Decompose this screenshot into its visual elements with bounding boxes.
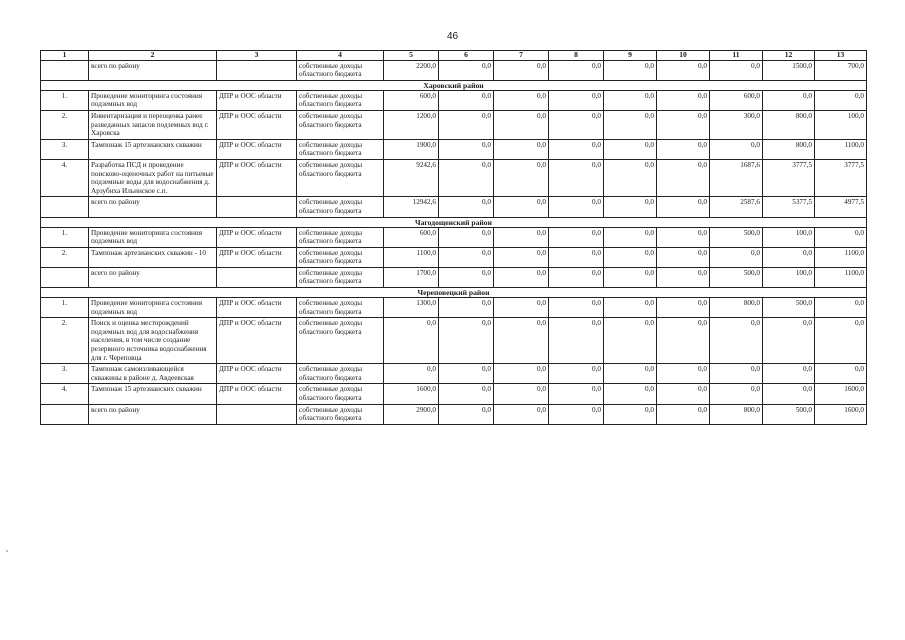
amount-cell: 0,0	[604, 139, 657, 159]
total-row	[41, 197, 867, 217]
amount-cell: 100,0	[763, 267, 815, 287]
funding-source: собственные доходы областного бюджета	[297, 404, 384, 424]
amount-cell: 0,0	[657, 298, 710, 318]
amount-cell: 0,0	[549, 364, 604, 384]
funding-source: собственные доходы областного бюджета	[297, 298, 384, 318]
amount-cell: 0,0	[439, 298, 494, 318]
section-title: Череповецкий район	[41, 288, 867, 298]
executor: ДПР и ООС области	[217, 364, 297, 384]
amount-cell: 0,0	[710, 60, 763, 80]
measure-name: Проведение мониторинга состояния подземных вод	[89, 90, 217, 110]
budget-table	[40, 50, 867, 425]
amount-cell: 500,0	[763, 404, 815, 424]
row-number	[41, 404, 89, 424]
amount-cell: 0,0	[549, 159, 604, 196]
amount-cell: 0,0	[494, 197, 549, 217]
amount-cell: 0,0	[710, 247, 763, 267]
table-row	[41, 90, 867, 110]
amount-cell: 0,0	[549, 197, 604, 217]
total-row	[41, 267, 867, 287]
amount-cell: 1100,0	[815, 247, 867, 267]
column-header-11: 11	[710, 51, 763, 61]
column-header-2: 2	[89, 51, 217, 61]
amount-cell: 0,0	[494, 90, 549, 110]
amount-cell: 500,0	[710, 267, 763, 287]
amount-cell: 0,0	[657, 267, 710, 287]
total-row	[41, 60, 867, 80]
amount-cell: 2900,0	[384, 404, 439, 424]
page-number: 46	[446, 31, 459, 42]
measure-name: всего по району	[89, 197, 217, 217]
amount-cell: 2200,0	[384, 60, 439, 80]
amount-cell: 1300,0	[384, 298, 439, 318]
measure-name: Проведение мониторинга состояния подземных вод	[89, 298, 217, 318]
amount-cell: 1700,0	[384, 267, 439, 287]
amount-cell: 1100,0	[815, 139, 867, 159]
amount-cell: 0,0	[657, 110, 710, 139]
amount-cell: 0,0	[494, 267, 549, 287]
amount-cell: 0,0	[494, 110, 549, 139]
row-number	[41, 60, 89, 80]
column-header-6: 6	[439, 51, 494, 61]
table-row	[41, 159, 867, 196]
amount-cell: 0,0	[763, 364, 815, 384]
row-number	[41, 267, 89, 287]
amount-cell: 0,0	[494, 364, 549, 384]
column-header-12: 12	[763, 51, 815, 61]
executor	[217, 267, 297, 287]
amount-cell: 0,0	[710, 384, 763, 404]
amount-cell: 1600,0	[384, 384, 439, 404]
amount-cell: 800,0	[763, 110, 815, 139]
amount-cell: 0,0	[604, 60, 657, 80]
amount-cell: 1100,0	[384, 247, 439, 267]
amount-cell: 0,0	[439, 90, 494, 110]
funding-source: собственные доходы областного бюджета	[297, 267, 384, 287]
table-row	[41, 364, 867, 384]
amount-cell: 0,0	[549, 247, 604, 267]
column-header-8: 8	[549, 51, 604, 61]
funding-source: собственные доходы областного бюджета	[297, 364, 384, 384]
amount-cell: 1900,0	[384, 139, 439, 159]
amount-cell: 0,0	[549, 404, 604, 424]
amount-cell: 3777,5	[815, 159, 867, 196]
amount-cell: 0,0	[494, 247, 549, 267]
amount-cell: 0,0	[494, 384, 549, 404]
executor: ДПР и ООС области	[217, 318, 297, 364]
amount-cell: 0,0	[439, 197, 494, 217]
amount-cell: 0,0	[710, 139, 763, 159]
amount-cell: 0,0	[494, 159, 549, 196]
funding-source: собственные доходы областного бюджета	[297, 139, 384, 159]
section-row	[41, 80, 867, 90]
amount-cell: 0,0	[604, 159, 657, 196]
measure-name: всего по району	[89, 267, 217, 287]
row-number: 1.	[41, 90, 89, 110]
row-number: 2.	[41, 247, 89, 267]
row-number: 3.	[41, 139, 89, 159]
amount-cell: 0,0	[549, 90, 604, 110]
amount-cell: 500,0	[710, 227, 763, 247]
amount-cell: 0,0	[439, 60, 494, 80]
amount-cell: 800,0	[763, 139, 815, 159]
amount-cell: 1687,6	[710, 159, 763, 196]
column-header-3: 3	[217, 51, 297, 61]
amount-cell: 0,0	[604, 318, 657, 364]
column-header-5: 5	[384, 51, 439, 61]
funding-source: собственные доходы областного бюджета	[297, 227, 384, 247]
amount-cell: 0,0	[657, 90, 710, 110]
measure-name: всего по району	[89, 60, 217, 80]
amount-cell: 100,0	[763, 227, 815, 247]
executor: ДПР и ООС области	[217, 110, 297, 139]
amount-cell: 4977,5	[815, 197, 867, 217]
amount-cell: 0,0	[549, 267, 604, 287]
amount-cell: 0,0	[384, 318, 439, 364]
amount-cell: 100,0	[815, 110, 867, 139]
amount-cell: 1600,0	[815, 404, 867, 424]
amount-cell: 0,0	[657, 60, 710, 80]
amount-cell: 0,0	[549, 298, 604, 318]
column-header-1: 1	[41, 51, 89, 61]
amount-cell: 0,0	[604, 267, 657, 287]
amount-cell: 0,0	[384, 364, 439, 384]
amount-cell: 0,0	[494, 60, 549, 80]
table-row	[41, 384, 867, 404]
amount-cell: 3777,5	[763, 159, 815, 196]
amount-cell: 0,0	[763, 384, 815, 404]
amount-cell: 0,0	[439, 267, 494, 287]
amount-cell: 0,0	[657, 384, 710, 404]
amount-cell: 0,0	[710, 318, 763, 364]
measure-name: Инвентаризация и переоценка ранее разведанных запасов подземных вод г. Харовска	[89, 110, 217, 139]
funding-source: собственные доходы областного бюджета	[297, 197, 384, 217]
total-row	[41, 404, 867, 424]
amount-cell: 700,0	[815, 60, 867, 80]
amount-cell: 0,0	[439, 364, 494, 384]
column-header-13: 13	[815, 51, 867, 61]
row-number: 3.	[41, 364, 89, 384]
executor: ДПР и ООС области	[217, 139, 297, 159]
amount-cell: 0,0	[815, 364, 867, 384]
amount-cell: 0,0	[439, 384, 494, 404]
amount-cell: 0,0	[604, 384, 657, 404]
funding-source: собственные доходы областного бюджета	[297, 60, 384, 80]
amount-cell: 0,0	[657, 139, 710, 159]
row-number	[41, 197, 89, 217]
section-row	[41, 217, 867, 227]
amount-cell: 0,0	[657, 227, 710, 247]
table-row	[41, 298, 867, 318]
amount-cell: 5377,5	[763, 197, 815, 217]
amount-cell: 0,0	[763, 318, 815, 364]
table-row	[41, 139, 867, 159]
row-number: 4.	[41, 159, 89, 196]
amount-cell: 0,0	[710, 364, 763, 384]
amount-cell: 1500,0	[763, 60, 815, 80]
row-number: 1.	[41, 298, 89, 318]
executor	[217, 197, 297, 217]
table-row	[41, 318, 867, 364]
amount-cell: 0,0	[549, 139, 604, 159]
row-number: 4.	[41, 384, 89, 404]
amount-cell: 800,0	[710, 404, 763, 424]
table-header	[41, 51, 867, 61]
amount-cell: 0,0	[549, 227, 604, 247]
column-header-9: 9	[604, 51, 657, 61]
amount-cell: 0,0	[494, 298, 549, 318]
funding-source: собственные доходы областного бюджета	[297, 159, 384, 196]
amount-cell: 0,0	[604, 197, 657, 217]
amount-cell: 0,0	[657, 404, 710, 424]
amount-cell: 0,0	[604, 90, 657, 110]
executor: ДПР и ООС области	[217, 247, 297, 267]
table-row	[41, 227, 867, 247]
amount-cell: 0,0	[763, 90, 815, 110]
amount-cell: 0,0	[494, 227, 549, 247]
column-header-10: 10	[657, 51, 710, 61]
amount-cell: 0,0	[549, 60, 604, 80]
header-row	[41, 51, 867, 61]
table-row	[41, 247, 867, 267]
table-body	[41, 60, 867, 424]
row-number: 2.	[41, 110, 89, 139]
amount-cell: 0,0	[604, 110, 657, 139]
section-row	[41, 288, 867, 298]
amount-cell: 0,0	[439, 110, 494, 139]
funding-source: собственные доходы областного бюджета	[297, 247, 384, 267]
amount-cell: 0,0	[494, 318, 549, 364]
measure-name: Разработка ПСД и проведение поисково-оценочных работ на питьевые подземные воды для водоснабжения д. Арзубиха Ильинское с.п.	[89, 159, 217, 196]
amount-cell: 0,0	[439, 139, 494, 159]
executor: ДПР и ООС области	[217, 298, 297, 318]
amount-cell: 0,0	[439, 318, 494, 364]
amount-cell: 0,0	[815, 90, 867, 110]
amount-cell: 0,0	[439, 404, 494, 424]
row-number: 2.	[41, 318, 89, 364]
column-header-4: 4	[297, 51, 384, 61]
measure-name: Тампонаж самоизливающейся скважины в районе д. Авдеевская	[89, 364, 217, 384]
amount-cell: 500,0	[763, 298, 815, 318]
table-row	[41, 110, 867, 139]
amount-cell: 0,0	[657, 318, 710, 364]
amount-cell: 600,0	[384, 227, 439, 247]
amount-cell: 0,0	[604, 364, 657, 384]
amount-cell: 800,0	[710, 298, 763, 318]
section-title: Чагодощенский район	[41, 217, 867, 227]
amount-cell: 9242,6	[384, 159, 439, 196]
amount-cell: 0,0	[815, 227, 867, 247]
amount-cell: 0,0	[815, 318, 867, 364]
amount-cell: 600,0	[710, 90, 763, 110]
column-header-7: 7	[494, 51, 549, 61]
amount-cell: 2587,6	[710, 197, 763, 217]
funding-source: собственные доходы областного бюджета	[297, 110, 384, 139]
amount-cell: 300,0	[710, 110, 763, 139]
amount-cell: 0,0	[763, 247, 815, 267]
executor	[217, 60, 297, 80]
scan-speck	[6, 550, 8, 552]
amount-cell: 0,0	[439, 247, 494, 267]
measure-name: Тампонаж артезианских скважин - 10	[89, 247, 217, 267]
measure-name: Проведение мониторинга состояния подземных вод	[89, 227, 217, 247]
row-number: 1.	[41, 227, 89, 247]
amount-cell: 0,0	[439, 159, 494, 196]
section-title: Харовский район	[41, 80, 867, 90]
executor: ДПР и ООС области	[217, 384, 297, 404]
amount-cell: 0,0	[604, 298, 657, 318]
measure-name: Тампонаж 15 артезианских скважин	[89, 384, 217, 404]
amount-cell: 600,0	[384, 90, 439, 110]
amount-cell: 0,0	[604, 247, 657, 267]
measure-name: Тампонаж 15 артезианских скважин	[89, 139, 217, 159]
amount-cell: 0,0	[549, 318, 604, 364]
amount-cell: 0,0	[657, 159, 710, 196]
amount-cell: 0,0	[494, 139, 549, 159]
executor: ДПР и ООС области	[217, 227, 297, 247]
amount-cell: 0,0	[604, 404, 657, 424]
amount-cell: 0,0	[604, 227, 657, 247]
funding-source: собственные доходы областного бюджета	[297, 90, 384, 110]
amount-cell: 0,0	[657, 197, 710, 217]
amount-cell: 0,0	[439, 227, 494, 247]
measure-name: Поиск и оценка месторождений подземных вод для водоснабжения населения, в том числе создание резервного источника водоснабжения для г. Череповца	[89, 318, 217, 364]
amount-cell: 0,0	[549, 384, 604, 404]
amount-cell: 0,0	[657, 247, 710, 267]
amount-cell: 0,0	[494, 404, 549, 424]
amount-cell: 0,0	[549, 110, 604, 139]
amount-cell: 12942,6	[384, 197, 439, 217]
amount-cell: 1100,0	[815, 267, 867, 287]
amount-cell: 1200,0	[384, 110, 439, 139]
executor	[217, 404, 297, 424]
executor: ДПР и ООС области	[217, 90, 297, 110]
measure-name: всего по району	[89, 404, 217, 424]
funding-source: собственные доходы областного бюджета	[297, 384, 384, 404]
amount-cell: 0,0	[657, 364, 710, 384]
executor: ДПР и ООС области	[217, 159, 297, 196]
funding-source: собственные доходы областного бюджета	[297, 318, 384, 364]
amount-cell: 1600,0	[815, 384, 867, 404]
amount-cell: 0,0	[815, 298, 867, 318]
